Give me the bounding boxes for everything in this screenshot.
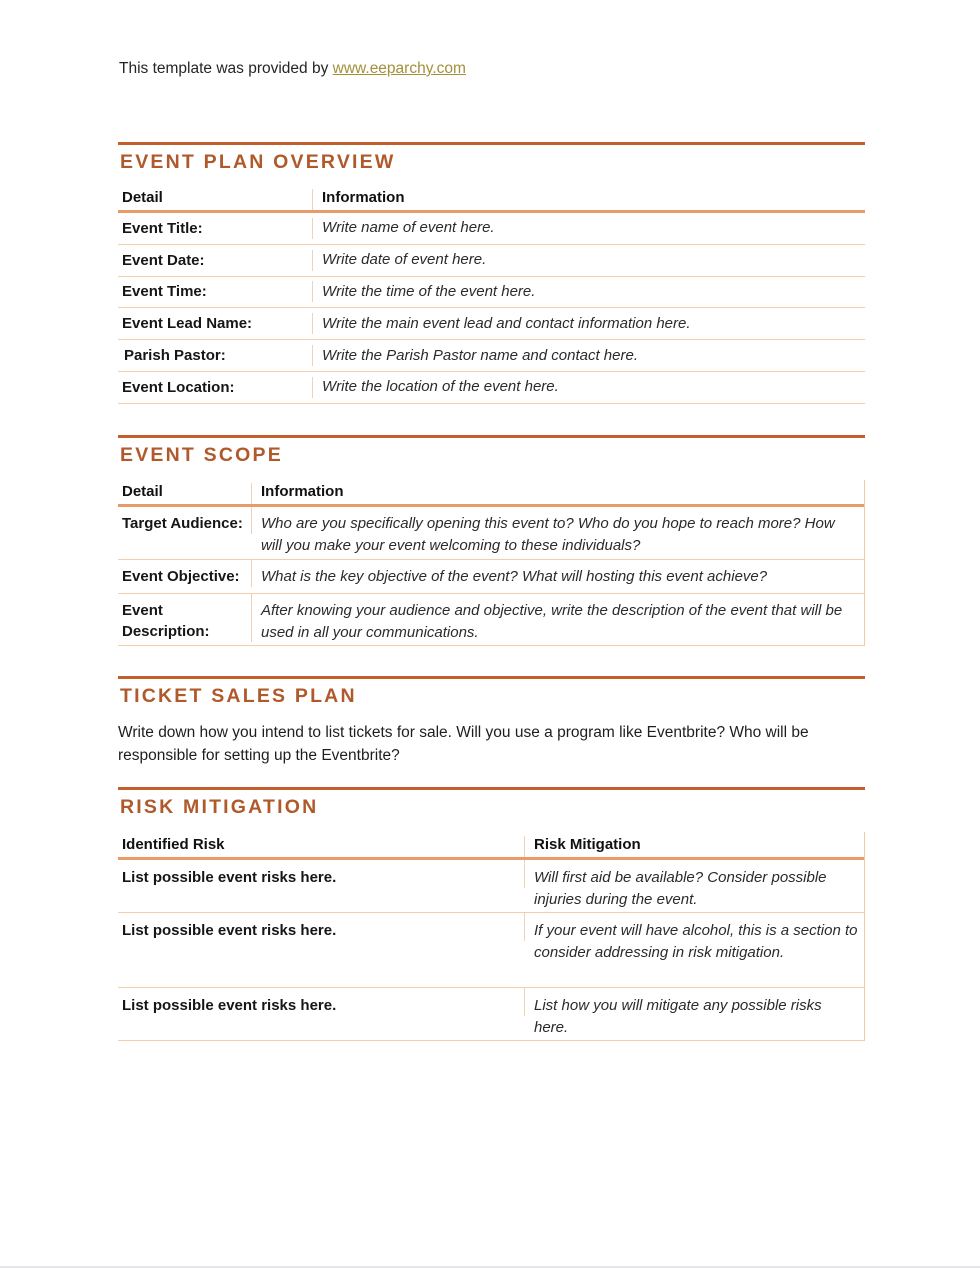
identified-risk-label: List possible event risks here.	[118, 988, 525, 1016]
identified-risk-label: List possible event risks here.	[118, 860, 525, 888]
table-row	[118, 507, 864, 560]
table-row	[118, 213, 865, 245]
risk-table	[118, 832, 865, 1041]
scope-table-header-row	[118, 480, 864, 507]
identified-risk-label: List possible event risks here.	[118, 913, 525, 941]
section-rule	[118, 787, 865, 790]
provider-credit-text: This template was provided by	[119, 60, 333, 77]
information-value: Write name of event here.	[322, 219, 495, 237]
detail-label: Event Objective:	[118, 560, 252, 587]
table-row	[118, 308, 865, 340]
table-row	[118, 594, 864, 647]
risk-mitigation-value: Will first aid be available? Consider possible injuries during the event.	[534, 869, 827, 908]
risk-header-identified-risk: Identified Risk	[118, 836, 525, 857]
information-value: Who are you specifically opening this event to? Who do you hope to reach more? How will you make your event welcoming to these individuals?	[261, 515, 835, 554]
scope-header-information: Information	[261, 483, 344, 500]
section-rule	[118, 676, 865, 679]
table-row	[118, 560, 864, 594]
section-rule	[118, 435, 865, 438]
information-value: Write the main event lead and contact information here.	[322, 314, 691, 332]
detail-label: Parish Pastor:	[118, 345, 313, 366]
section-title-event-scope: EVENT SCOPE	[120, 444, 283, 466]
risk-header-risk-mitigation: Risk Mitigation	[534, 836, 641, 853]
section-event-scope	[118, 435, 865, 646]
overview-header-information: Information	[322, 189, 405, 206]
information-value: Write the Parish Pastor name and contact here.	[322, 346, 638, 364]
provider-credit-line	[119, 60, 466, 78]
risk-mitigation-value: List how you will mitigate any possible risks here.	[534, 997, 822, 1036]
information-value: Write the time of the event here.	[322, 282, 536, 300]
scope-header-detail: Detail	[118, 483, 252, 504]
overview-table-header-row	[118, 187, 865, 213]
detail-label: Event Time:	[118, 281, 313, 302]
risk-table-header-row	[118, 832, 864, 860]
overview-header-detail: Detail	[118, 189, 313, 210]
section-event-plan-overview	[118, 142, 865, 404]
scope-table	[118, 480, 865, 646]
table-row	[118, 245, 865, 277]
information-value: Write date of event here.	[322, 251, 487, 269]
provider-link[interactable]: www.eeparchy.com	[332, 60, 466, 77]
section-risk-mitigation	[118, 787, 865, 1041]
detail-label: Target Audience:	[118, 507, 252, 534]
section-ticket-sales-plan	[118, 676, 865, 767]
detail-label: Event Description:	[118, 594, 252, 642]
table-row	[118, 277, 865, 309]
section-rule	[118, 142, 865, 145]
information-value: What is the key objective of the event? What will hosting this event achieve?	[261, 567, 768, 585]
risk-mitigation-value: If your event will have alcohol, this is a section to consider addressing in risk mitigation.	[534, 922, 858, 961]
table-row	[118, 860, 864, 913]
information-value: Write the location of the event here.	[322, 378, 559, 396]
table-row	[118, 913, 864, 988]
table-row	[118, 340, 865, 372]
detail-label: Event Location:	[118, 377, 313, 398]
detail-label: Event Date:	[118, 250, 313, 271]
section-title-ticket-sales-plan: TICKET SALES PLAN	[120, 685, 357, 707]
table-row	[118, 372, 865, 404]
detail-label: Event Title:	[118, 218, 313, 239]
ticket-sales-paragraph: Write down how you intend to list tickets for sale. Will you use a program like Eventbrite? Who will be responsible for setting up the Eventbrite?	[118, 724, 809, 764]
section-title-event-plan-overview: EVENT PLAN OVERVIEW	[120, 151, 396, 173]
information-value: After knowing your audience and objective, write the description of the event that will be used in all your communications.	[261, 601, 843, 641]
section-title-risk-mitigation: RISK MITIGATION	[120, 796, 319, 818]
overview-table	[118, 187, 865, 404]
detail-label: Event Lead Name:	[118, 313, 313, 334]
table-row	[118, 988, 864, 1041]
